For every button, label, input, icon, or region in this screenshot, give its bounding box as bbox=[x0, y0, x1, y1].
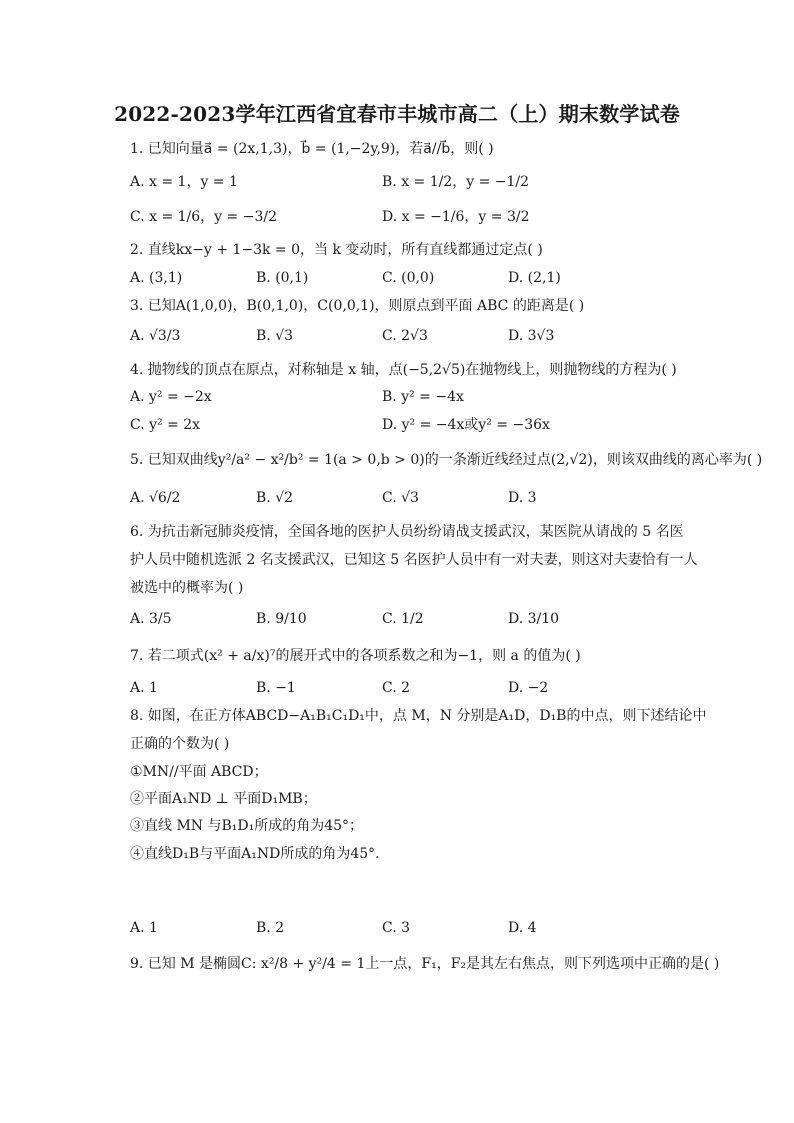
q3-option-d: D. 3√3 bbox=[508, 328, 555, 344]
question-6-line-2: 护人员中随机选派 2 名支援武汉，已知这 5 名医护人员中有一对夫妻，则这对夫妻恰有一人 bbox=[130, 552, 698, 568]
question-8-statement-4: ④直线D₁B与平面A₁ND所成的角为45°. bbox=[130, 846, 380, 862]
q6-option-a: A. 3/5 bbox=[130, 611, 172, 627]
q6-option-d: D. 3/10 bbox=[508, 611, 560, 627]
question-5: 5. 已知双曲线y²/a² − x²/b² = 1(a > 0,b > 0)的一条渐近线经过点(2,√2)，则该双曲线的离心率为( ) bbox=[130, 452, 763, 468]
q2-option-c: C. (0,0) bbox=[382, 270, 435, 286]
question-9: 9. 已知 M 是椭圆C: x²/8 + y²/4 = 1上一点，F₁，F₂是其左右焦点，则下列选项中正确的是( ) bbox=[130, 956, 720, 972]
q8-option-a: A. 1 bbox=[130, 920, 158, 936]
q8-option-c: C. 3 bbox=[382, 920, 411, 936]
question-3: 3. 已知A(1,0,0)，B(0,1,0)，C(0,0,1)，则原点到平面 ABC 的距离是( ) bbox=[130, 298, 585, 314]
q2-option-b: B. (0,1) bbox=[256, 270, 309, 286]
question-6-line-1: 6. 为抗击新冠肺炎疫情，全国各地的医护人员纷纷请战支援武汉，某医院从请战的 5 名医 bbox=[130, 524, 684, 540]
q1-option-a: A. x = 1，y = 1 bbox=[130, 174, 238, 190]
q5-option-c: C. √3 bbox=[382, 490, 419, 506]
exam-title: 2022-2023学年江西省宜春市丰城市高二（上）期末数学试卷 bbox=[114, 102, 680, 126]
q6-option-c: C. 1/2 bbox=[382, 611, 424, 627]
question-6-line-3: 被选中的概率为( ) bbox=[130, 580, 244, 596]
q7-option-a: A. 1 bbox=[130, 680, 158, 696]
q5-option-b: B. √2 bbox=[256, 490, 294, 506]
q7-option-c: C. 2 bbox=[382, 680, 411, 696]
q4-option-c: C. y² = 2x bbox=[130, 417, 201, 433]
question-4: 4. 抛物线的顶点在原点，对称轴是 x 轴，点(−5,2√5)在抛物线上，则抛物线的方程为( ) bbox=[130, 362, 677, 378]
q2-option-a: A. (3,1) bbox=[130, 270, 183, 286]
question-8-statement-2: ②平面A₁ND ⊥ 平面D₁MB； bbox=[130, 791, 317, 807]
q8-option-d: D. 4 bbox=[508, 920, 537, 936]
q1-option-c: C. x = 1/6，y = −3/2 bbox=[130, 209, 277, 225]
q1-option-d: D. x = −1/6，y = 3/2 bbox=[382, 209, 530, 225]
q3-option-b: B. √3 bbox=[256, 328, 294, 344]
q5-option-d: D. 3 bbox=[508, 490, 537, 506]
q4-option-d: D. y² = −4x或y² = −36x bbox=[382, 417, 550, 433]
q3-option-a: A. √3/3 bbox=[130, 328, 181, 344]
q5-option-a: A. √6/2 bbox=[130, 490, 181, 506]
q7-option-d: D. −2 bbox=[508, 680, 549, 696]
question-1: 1. 已知向量a⃗ = (2x,1,3)，b⃗ = (1,−2y,9)，若a⃗//b⃗，则( ) bbox=[130, 141, 494, 157]
question-2: 2. 直线kx−y + 1−3k = 0，当 k 变动时，所有直线都通过定点( ) bbox=[130, 242, 543, 258]
question-8-statement-3: ③直线 MN 与B₁D₁所成的角为45°； bbox=[130, 818, 364, 834]
q6-option-b: B. 9/10 bbox=[256, 611, 307, 627]
q4-option-b: B. y² = −4x bbox=[382, 389, 464, 405]
question-8-statement-1: ①MN//平面 ABCD； bbox=[130, 764, 268, 780]
q4-option-a: A. y² = −2x bbox=[130, 389, 212, 405]
q8-option-b: B. 2 bbox=[256, 920, 285, 936]
question-7: 7. 若二项式(x² + a/x)⁷的展开式中的各项系数之和为−1，则 a 的值为( ) bbox=[130, 648, 581, 664]
q7-option-b: B. −1 bbox=[256, 680, 296, 696]
question-8-line-1: 8. 如图，在正方体ABCD−A₁B₁C₁D₁中，点 M，N 分别是A₁D，D₁B的中点，则下述结论中 bbox=[130, 708, 707, 724]
q2-option-d: D. (2,1) bbox=[508, 270, 561, 286]
q3-option-c: C. 2√3 bbox=[382, 328, 428, 344]
question-8-line-2: 正确的个数为( ) bbox=[130, 736, 230, 752]
q1-option-b: B. x = 1/2，y = −1/2 bbox=[382, 174, 530, 190]
